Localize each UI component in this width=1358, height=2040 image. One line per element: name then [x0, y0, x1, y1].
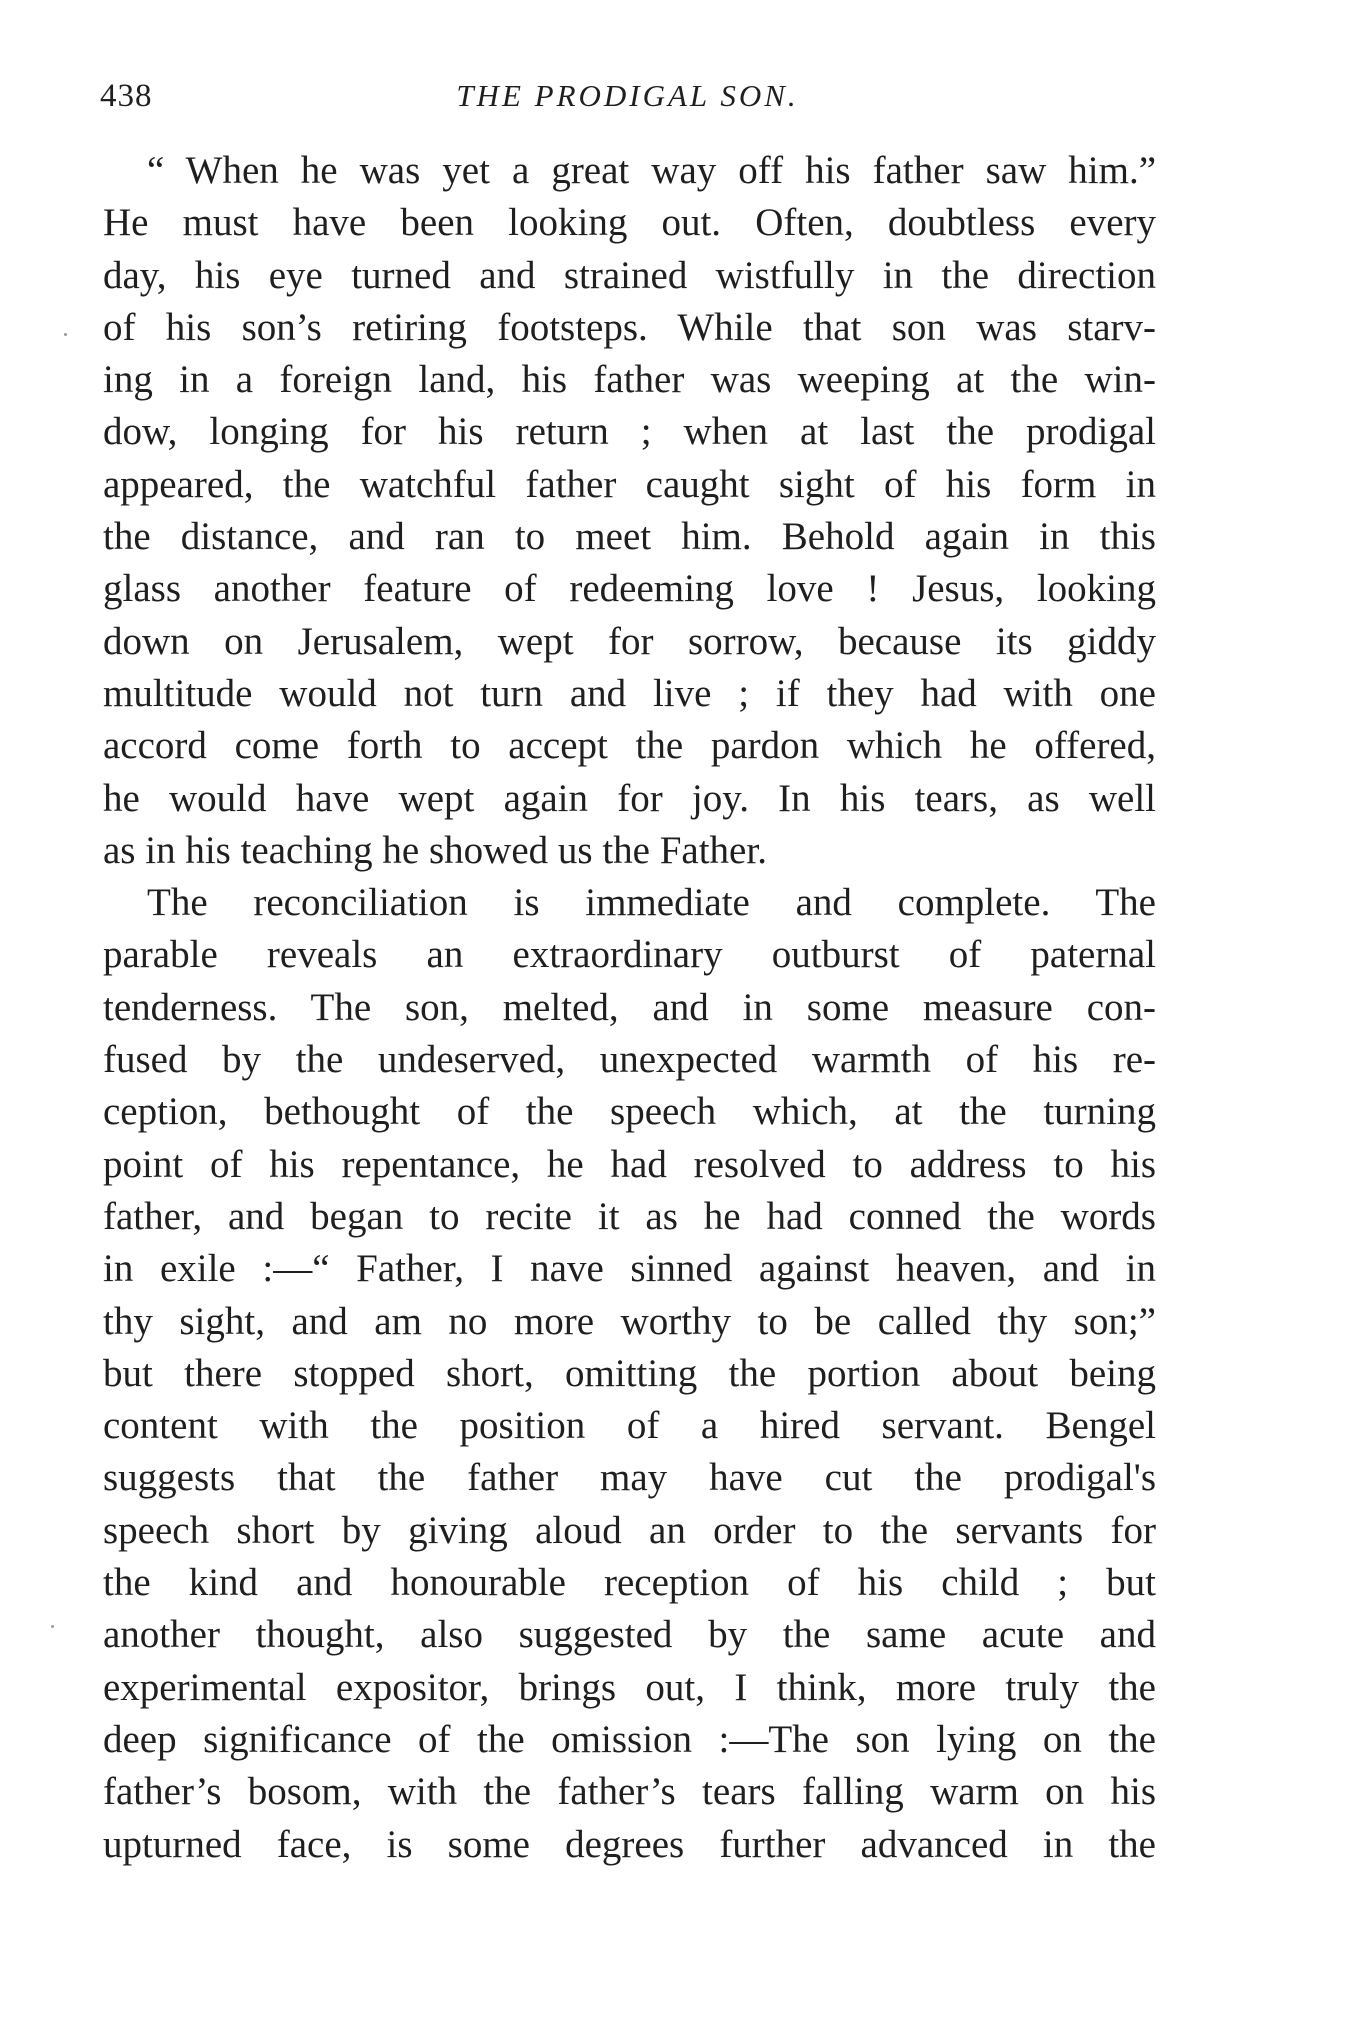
text-line: another thought, also suggested by the same acute and	[103, 1613, 1156, 1657]
text-line: upturned face, is some degrees further advanced in the	[103, 1822, 1156, 1866]
running-title: THE PRODIGAL SON.	[456, 78, 799, 113]
text-line: accord come forth to accept the pardon which he offered,	[103, 724, 1156, 768]
text-line: fused by the undeserved, unexpected warmth of his re-	[103, 1038, 1156, 1082]
text-line: as in his teaching he showed us the Father.	[103, 828, 767, 872]
body-text	[103, 145, 1156, 1871]
paragraph-1	[103, 145, 1156, 877]
text-line: deep significance of the omission :—The son lying on the	[103, 1717, 1156, 1761]
text-line: ing in a foreign land, his father was weeping at the win-	[103, 358, 1156, 402]
text-line: of his son’s retiring footsteps. While that son was starv-	[103, 305, 1156, 349]
text-line: experimental expositor, brings out, I think, more truly the	[103, 1665, 1156, 1709]
text-line: the kind and honourable reception of his child ; but	[103, 1561, 1156, 1605]
paragraph-2	[103, 877, 1156, 1871]
text-line: suggests that the father may have cut the prodigal's	[103, 1456, 1156, 1500]
scan-speck	[51, 1625, 54, 1628]
page-number: 438	[100, 78, 153, 114]
text-line: glass another feature of redeeming love ! Jesus, looking	[103, 567, 1156, 611]
text-line: The reconciliation is immediate and complete. The	[147, 881, 1156, 925]
text-line: father, and began to recite it as he had conned the words	[103, 1194, 1156, 1238]
text-line: the distance, and ran to meet him. Behold again in this	[103, 515, 1156, 559]
page-header	[100, 78, 1155, 128]
text-line: father’s bosom, with the father’s tears falling warm on his	[103, 1770, 1156, 1814]
text-line: multitude would not turn and live ; if they had with one	[103, 671, 1156, 715]
text-line: parable reveals an extraordinary outburst of paternal	[103, 933, 1156, 977]
text-line: speech short by giving aloud an order to the servants for	[103, 1508, 1156, 1552]
text-line: point of his repentance, he had resolved to address to his	[103, 1142, 1156, 1186]
scan-speck	[64, 333, 67, 336]
text-line: dow, longing for his return ; when at last the prodigal	[103, 410, 1156, 454]
text-line: he would have wept again for joy. In his tears, as well	[103, 776, 1156, 820]
text-line: down on Jerusalem, wept for sorrow, because its giddy	[103, 619, 1156, 663]
text-line: but there stopped short, omitting the portion about being	[103, 1351, 1156, 1395]
text-line: tenderness. The son, melted, and in some measure con-	[103, 985, 1156, 1029]
text-line: in exile :—“ Father, I nave sinned against heaven, and in	[103, 1247, 1156, 1291]
text-line: thy sight, and am no more worthy to be called thy son;”	[103, 1299, 1156, 1343]
text-line: ception, bethought of the speech which, at the turning	[103, 1090, 1156, 1134]
text-line: appeared, the watchful father caught sight of his form in	[103, 462, 1156, 506]
text-line: He must have been looking out. Often, doubtless every	[103, 201, 1156, 245]
text-line: day, his eye turned and strained wistfully in the direction	[103, 253, 1156, 297]
text-line: content with the position of a hired servant. Bengel	[103, 1404, 1156, 1448]
text-line: “ When he was yet a great way off his father saw him.”	[147, 149, 1156, 192]
